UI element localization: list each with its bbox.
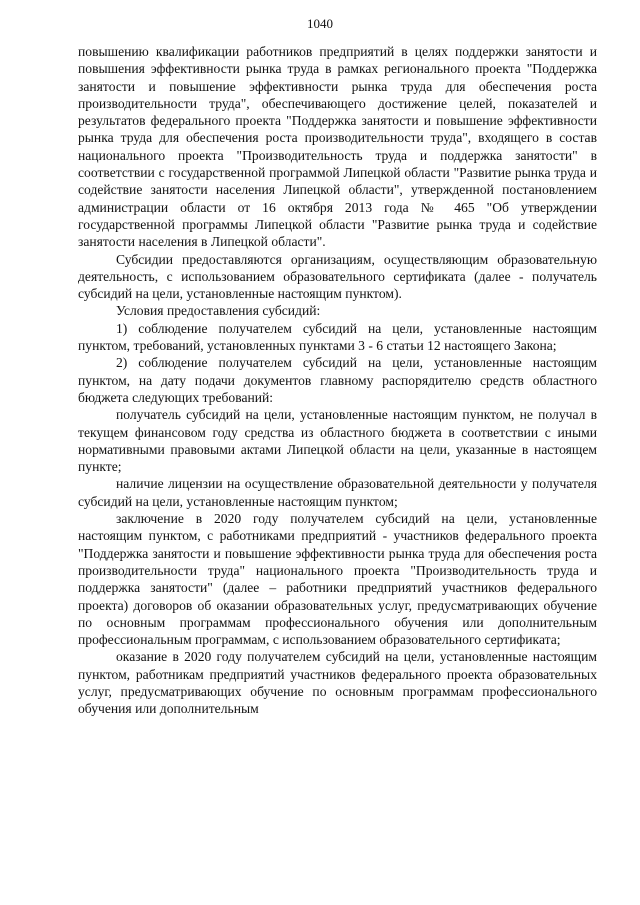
paragraph: 2) соблюдение получателем субсидий на цели, установленные настоящим пунктом, на дату подачи документов главному распорядителю средств областного бюджета следующих требований:: [78, 355, 597, 405]
paragraph: повышению квалификации работников предприятий в целях поддержки занятости и повышения эффективности рынка труда в рамках регионального проекта "Поддержка занятости и повышение эффективности рынка труда для обеспечения роста производительности труда", обеспечивающего достижение целей, показателей и результатов федерального проекта "Поддержка занятости и повышение эффективности рынка труда для обеспечения роста производительности труда", входящего в состав национального проекта "Производительность труда и поддержка занятости" в соответствии с государственной программой Липецкой области "Развитие рынка труда и содействие занятости населения Липецкой области", утвержденной постановлением администрации области от 16 октября 2013 года № 465 "Об утверждении государственной программы Липецкой области "Развитие рынка труда и содействие занятости населения в Липецкой области".: [78, 44, 597, 250]
paragraph: заключение в 2020 году получателем субсидий на цели, установленные настоящим пунктом, с работниками предприятий - участников федерального проекта "Поддержка занятости и повышение эффективности рынка труда для обеспечения роста производительности труда" национального проекта "Производительность труда и поддержка занятости" (далее – работники предприятий участников федерального проекта) договоров об оказании образовательных услуг, предусматривающих обучение по основным программам профессионального обучения или дополнительным профессиональным программам, с использованием образовательного сертификата;: [78, 511, 597, 648]
paragraph: наличие лицензии на осуществление образовательной деятельности у получателя субсидий на цели, установленные настоящим пунктом;: [78, 476, 597, 509]
document-body: [78, 43, 597, 718]
page-number: 1040: [307, 16, 333, 31]
paragraph: 1) соблюдение получателем субсидий на цели, установленные настоящим пунктом, требований, установленных пунктами 3 - 6 статьи 12 настоящего Закона;: [78, 320, 597, 354]
paragraph: Условия предоставления субсидий:: [116, 303, 321, 319]
paragraph: получатель субсидий на цели, установленные настоящим пунктом, не получал в текущем финансовом году средства из областного бюджета в соответствии с иными нормативными правовыми актами Липецкой области на цели, указанные в настоящем пункте;: [78, 407, 597, 475]
paragraph: Субсидии предоставляются организациям, осуществляющим образовательную деятельность, с использованием образовательного сертификата (далее - получатель субсидий на цели, установленные настоящим пунктом).: [78, 251, 597, 302]
paragraph: оказание в 2020 году получателем субсидий на цели, установленные настоящим пунктом, работникам предприятий участников федерального проекта образовательных услуг, предусматривающих обучение по основным программам профессионального обучения или дополнительным: [78, 649, 597, 717]
